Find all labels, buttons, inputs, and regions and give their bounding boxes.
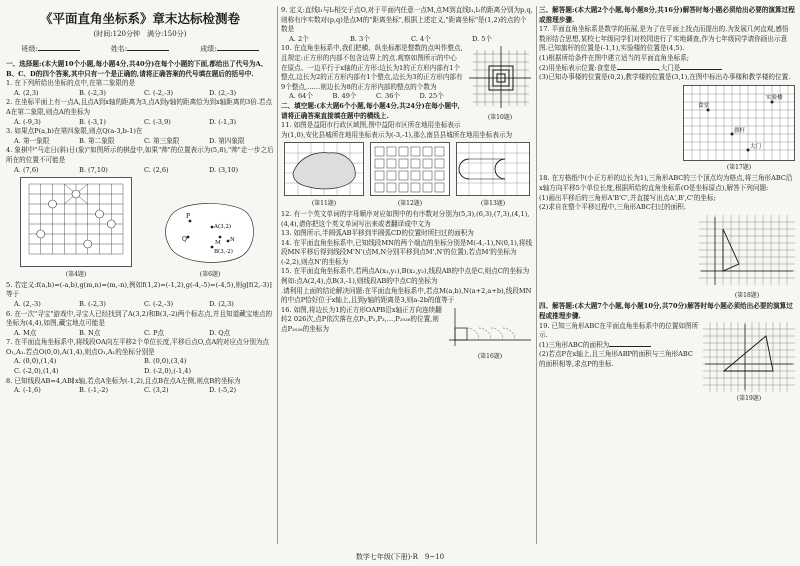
question-10-options	[281, 92, 463, 102]
option: A. M点	[14, 328, 37, 337]
option: C. 36个	[376, 92, 400, 101]
option: D. (-2,0),(-1,4)	[144, 367, 192, 376]
question-15a: 15. 在平面直角坐标系中,若两点A(x₁,y₁),B(x₂,y₂),线段AB的中点是C,则点C的坐标为	[281, 267, 530, 276]
figure-18-caption: (第18题)	[734, 292, 760, 300]
point-label: B(3,-2)	[214, 249, 233, 256]
figure-17-caption: (第17题)	[726, 164, 752, 172]
option: C. (2,6)	[144, 165, 169, 174]
question-19-part-2: (2)若点P在x轴上,且三角形ABP的面积与三角形ABC的面积相等,求点P的坐标.	[539, 350, 693, 368]
question-5: 5. 若定义:f(a,b)=(-a,b),g(m,n)=(m,-n),例如f(1,2)=(-1,2),g(-4,-5)=(-4,5),则g[f(2,-3)]等于	[6, 280, 272, 299]
question-7-options-a	[6, 357, 274, 367]
figure-12-caption: (第12题)	[397, 199, 423, 207]
treasure-map-figure	[160, 197, 260, 267]
question-9-options	[281, 35, 533, 45]
question-17-part-3: (3)已知办事楼的位置是(0,2),教学楼的位置是(3,1),在图中标出办事楼和教学楼的位置.	[539, 73, 791, 82]
question-17-part-2	[539, 64, 795, 74]
question-1: 1. 在下列所给出坐标的点中,在第二象限的是	[6, 79, 136, 88]
question-17-part-1: (1)根据所给条件在图中建立适当的平面直角坐标系;	[539, 53, 690, 62]
question-11: 11. 如图是益阳市行政区域图,图中益阳市区所在地用坐标表示为(1,0),安化县城所在地用坐标表示为(-3,-1),那么南县县城所在地用坐标表示为	[281, 121, 513, 139]
option: C. (-3,9)	[144, 117, 171, 126]
question-2: 2. 在坐标平面上有一点A,且点A到x轴的距离为3,点A到y轴的距离恰为到x轴距离的3倍.若点A在第二象限,则点A的坐标为	[6, 98, 273, 116]
question-16: 16. 如图,将边长为1的正方形OAPB沿x轴正方向连续翻转2 026次,点P依次落在点P₁,P₂,P₃,…,P₂₀₂₆的位置,则点P₂₀₂₆的坐标为	[281, 305, 442, 334]
figure-10-caption: (第10题)	[487, 113, 513, 121]
option: C. (-2,0),(1,4)	[14, 367, 59, 376]
point-label: Q	[182, 236, 187, 244]
question-14: 14. 在平面直角坐标系中,已知线段MN的两个端点的坐标分别是M(-4,-1),N(0,1),将线段MN平移后得到线段M'N'(点M,N分别平移到点M',N'的位置),若点M'的坐标为(-2,2),则点N'的坐标为	[281, 238, 533, 266]
figure-17	[539, 85, 795, 173]
figure-11-caption: (第11题)	[311, 199, 337, 207]
question-7-options-b	[6, 367, 274, 377]
option: C. (3,2)	[144, 386, 169, 395]
figure-19	[703, 322, 795, 404]
column-divider	[536, 6, 537, 544]
option: D. (-5,2)	[209, 386, 237, 395]
figure-13-caption: (第13题)	[480, 199, 506, 207]
question-18: 18. 在方格纸中(小正方形的边长为1),三角形ABC的三个顶点均为格点,将三角形ABC沿x轴方向平移5个单位长度,根据所给的直角坐标系(O是坐标原点),解答下列问题:	[539, 174, 793, 192]
option: C. P点	[144, 328, 165, 337]
question-12: 12. 有一个英文单词的字母顺序对应如图中的有序数对分别为(5,3),(6,3),(7,3),(4,1),(4,4),请你把这个英文单词写出来或者翻译成中文为	[281, 209, 530, 228]
option: C. (-2,-3)	[144, 88, 174, 97]
question-15b: 例如:点A(2,4),点B(3,-1),则线段AB的中点C的坐标为	[281, 277, 438, 286]
question-4: 4. 象棋中"马走日(斜)日(象)"如图所示的棋盘中,如果"帅"的位置表示为(5,8),"帅"走一步之后所在的位置不可能是	[6, 146, 274, 164]
class-blank[interactable]	[38, 50, 80, 51]
option: D. 5个	[472, 34, 493, 43]
column-divider	[277, 6, 278, 544]
option: D. (2,-3)	[209, 88, 237, 97]
option: B. (-3,1)	[79, 117, 106, 126]
building-label: 大门	[750, 143, 762, 150]
option: A. (0,0),(1,4)	[14, 357, 57, 366]
question-1-options	[6, 89, 274, 99]
option: A. 64个	[289, 92, 313, 101]
class-label: 班级:	[21, 45, 38, 53]
name-blank[interactable]	[127, 50, 169, 51]
section-2-heading: 二、填空题:(本大题6个小题,每小题4分,共24分)在每小题中,请将正确答案直接填在题中的横线上.	[281, 101, 460, 120]
option: A. (7,6)	[14, 165, 39, 174]
nested-squares-figure	[467, 44, 533, 110]
option: C. 第三象限	[144, 136, 180, 145]
letter-grid-figure	[370, 142, 450, 196]
option: B. (0,0),(3,4)	[144, 357, 187, 366]
building-label: 旗杆	[734, 127, 746, 134]
figure-12	[370, 142, 450, 208]
point-label: P	[186, 213, 191, 221]
option: B. (7,10)	[79, 165, 108, 174]
question-18-part-2: (2)求自在整个平移过程中,三角形ABC扫过的面积.	[539, 203, 686, 212]
figure-16	[447, 306, 533, 362]
question-17-part-2-a: (2)用坐标表示位置:食堂是	[539, 63, 617, 72]
answer-blank[interactable]	[617, 69, 659, 70]
campus-grid-figure	[683, 85, 795, 161]
option: D. (-1,3)	[209, 117, 237, 126]
question-8: 8. 已知线段AB=4,AB∥x轴,若点A坐标为(-1,2),且点B在点A左侧,则点B的坐标为	[6, 376, 241, 385]
option: A. (2,3)	[14, 88, 39, 97]
building-label: 实验楼	[766, 94, 783, 101]
score-field	[200, 42, 258, 56]
option: D. 25个	[419, 92, 444, 101]
option: D. (2,3)	[209, 299, 234, 308]
figure-10	[467, 44, 533, 122]
question-2-options	[6, 118, 274, 128]
option: D. Q点	[209, 328, 231, 337]
page-footer: 数学七年级(下册)·R 9~10	[355, 553, 445, 561]
figure-4-caption: (第4题)	[65, 270, 87, 278]
option: A. (-1,6)	[14, 386, 41, 395]
student-info	[6, 42, 274, 56]
rolling-square-figure	[447, 306, 533, 350]
question-18-part-1: (1)画出平移后的三角形A'B'C',并直接写出点A',B',C'的坐标;	[539, 193, 716, 202]
figure-6-caption: (第6题)	[199, 270, 221, 278]
option: A. 2个	[289, 34, 309, 43]
question-6: 6. 在一次"寻宝"游戏中,寻宝人已经找到了A(3,2)和B(3,-2)两个标志点,并且知道藏宝地点的坐标为(4,4),如图,藏宝地点可能是	[6, 309, 273, 328]
figure-6	[160, 197, 260, 279]
exam-time-score: (时间:120分钟 满分:150分)	[93, 30, 187, 38]
option: B. 第二象限	[79, 136, 115, 145]
option: A. 第一象限	[14, 136, 50, 145]
figure-16-caption: (第16题)	[477, 353, 503, 361]
question-19-part-1-text: (1)三角形ABC的面积为	[539, 340, 610, 349]
figure-18	[539, 215, 795, 301]
question-17-part-2-b: ,大门是	[658, 63, 681, 72]
question-7: 7. 在平面直角坐标系中,将线段OA向左平移2个单位长度,平移后点O,点A的对应点分别为点O₁,A₁.若点O(0,0),A(1,4),则点O₁,A₁的坐标分别是	[6, 338, 270, 356]
column-2	[281, 6, 533, 361]
question-9: 9. 定义:直线l₁与l₂相交于点O,对于平面内任意一点M,点M到直线l₁,l₂的距离分别为p,q,则称有序实数对(p,q)是点M的"距离坐标",根据上述定义,"距离坐标"是(1,2)的点的个数是	[281, 6, 533, 34]
section-3-heading: 三、解答题:(本大题2个小题,每小题8分,共16分)解答时每小题必须给出必要的演算过程或推理步骤.	[539, 6, 795, 24]
class-field	[21, 42, 79, 56]
option: B. (-2,3)	[79, 299, 106, 308]
point-label: A(3,2)	[214, 224, 232, 231]
triangle-abc-figure	[703, 322, 795, 392]
yiyang-map-figure	[284, 142, 364, 196]
triangle-translation-figure	[699, 215, 795, 289]
semicircle-figure	[456, 142, 530, 196]
question-8-options	[6, 386, 274, 396]
option: D. (3,10)	[209, 165, 239, 174]
name-label: 姓名:	[110, 45, 128, 53]
question-4-options	[6, 166, 274, 176]
option: B. (-2,3)	[79, 88, 106, 97]
section-1-heading: 一、选择题:(本大题10个小题,每小题4分,共40分)在每个小题的下面,都给出了代号为A、B、C、D的四个答案,其中只有一个是正确的,请将正确答案的代号填在题后的括号中.	[6, 60, 268, 78]
column-3	[539, 6, 795, 403]
option: B. N点	[79, 328, 101, 337]
score-blank[interactable]	[217, 50, 259, 51]
figure-11	[284, 142, 364, 208]
option: A. (2,-3)	[14, 299, 41, 308]
question-5-options	[6, 300, 274, 310]
building-label: 食堂	[698, 102, 710, 109]
figure-13	[456, 142, 530, 208]
option: C. 4个	[411, 34, 431, 43]
question-13: 13. 如图所示,半圆弧AB平移到半圆弧CD的位置时所扫过的面积为	[281, 229, 474, 238]
page-title: 《平面直角坐标系》章末达标检测卷	[39, 11, 240, 26]
answer-blank[interactable]	[609, 346, 651, 347]
answer-blank[interactable]	[680, 69, 722, 70]
question-3-options	[6, 137, 274, 147]
question-6-options	[6, 329, 274, 339]
figure-19-caption: (第19题)	[736, 395, 762, 403]
score-label: 成绩:	[200, 45, 217, 53]
question-17: 17. 平面直角坐标系是数学的拓展,是为了在平面上找点而提出的.为发展几何直观,感悟数形结合思想,某校七年级同学们对校园进行了实地调查,作为七年级同学请你画出示意图.已知旗杆的位置是(-1,1),实验楼的位置是(4,5).	[539, 25, 789, 53]
option: B. (-1,-2)	[79, 386, 109, 395]
option: C. (-2,-3)	[144, 299, 174, 308]
question-15c: .请利用上面的结论解决问题:在平面直角坐标系中,若点M(a,b),N(a+2,a+b),线段MN的中点P恰好位于x轴上,且到y轴的距离是3,则a-2b的值等于	[281, 286, 532, 305]
point-label: M	[215, 240, 221, 247]
point-label: N	[230, 237, 235, 244]
chess-board-figure	[20, 177, 132, 267]
question-10: 10. 在直角坐标系中,我们把横、纵坐标都是整数的点叫作整点,且规定:正方形的内部不包含边界上的点.观察如图所示的中心在原点、一边平行于x轴的正方形:边长为1的正方形内部有1个整点,边长为2的正方形内部有1个整点,边长为3的正方形内部有9个整点,……则边长为8的正方形内部的整点的个数为	[281, 44, 463, 91]
option: D. 第四象限	[209, 136, 245, 145]
figures-11-13	[281, 142, 533, 208]
question-19: 19. 已知三角形ABC在平面直角坐标系中的位置如图所示.	[539, 321, 699, 340]
option: B. 49个	[332, 92, 357, 101]
name-field	[111, 42, 169, 56]
figure-4	[20, 177, 132, 279]
option: B. 3个	[350, 34, 370, 43]
question-3: 3. 如果点P(a,b)在第四象限,则点Q(a-3,b-1)在	[6, 127, 143, 136]
section-4-heading: 四、解答题:(本大题7个小题,每小题10分,共70分)解答时每小题必须给出必要的演算过程或推理步骤.	[539, 302, 793, 320]
column-1	[6, 6, 274, 396]
figures-4-6	[6, 177, 274, 279]
option: A. (-9,3)	[14, 117, 41, 126]
